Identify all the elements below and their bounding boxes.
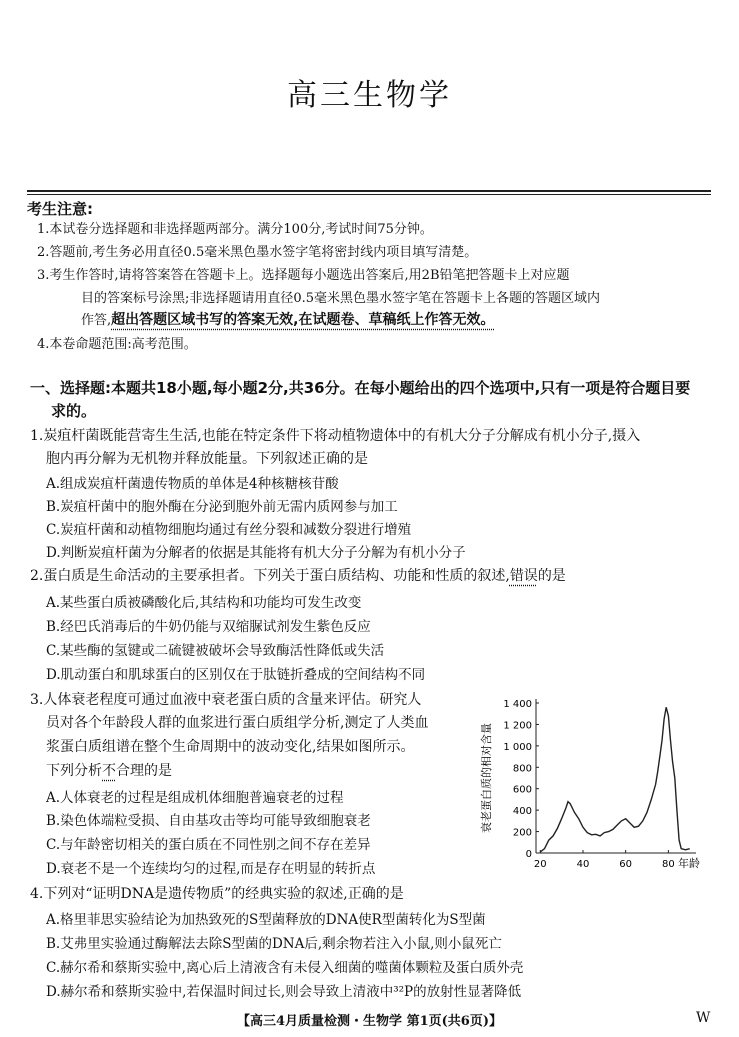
y-axis-label: 衰老蛋白质的相对含量 [480,723,493,833]
watermark-letter: W [696,1010,711,1026]
series-line [540,707,689,852]
question-1-option-a: A.组成炭疽杆菌遗传物质的单体是4种核糖核苷酸 [46,476,339,492]
question-3-stem-3: 浆蛋白质组谱在整个生命周期中的波动变化,结果如图所示。 [46,739,415,755]
question-2-stem-end: 的是 [537,568,566,584]
question-4-option-c: C.赫尔希和蔡斯实验中,离心后上清液含有未侵入细菌的噬菌体颗粒及蛋白质外壳 [46,960,524,976]
question-2-option-c: C.某些酶的氢键或二硫键被破坏会导致酶活性降低或失活 [46,643,385,659]
header-divider-thin [27,194,711,195]
chart-ticks [503,699,674,870]
question-1-option-c: C.炭疽杆菌和动植物细胞均通过有丝分裂和减数分裂进行增殖 [46,522,412,538]
page-title: 高三生物学 [287,78,452,113]
header-divider-thick [27,190,711,192]
question-3-option-c: C.与年龄密切相关的蛋白质在不同性别之间不存在差异 [46,837,371,853]
chart-axes [536,699,696,853]
question-3-stem-4 [46,760,172,780]
x-axis-label: 年龄 [678,857,700,870]
question-1-stem: 1.炭疽杆菌既能营寄生生活,也能在特定条件下将动植物遗体中的有机大分子分解成有机小分子,摄入 [30,428,641,444]
y-tick-label: 1 000 [503,741,532,753]
question-4-stem: 4.下列对“证明DNA是遗传物质”的经典实验的叙述,正确的是 [30,886,404,902]
notice-item-4: 4.本卷命题范围:高考范围。 [37,337,197,352]
question-1-option-d: D.判断炭疽杆菌为分解者的依据是其能将有机大分子分解为有机小分子 [46,545,466,561]
y-tick-label: 0 [525,849,532,860]
notice-item-2: 2.答题前,考生务必用直径0.5毫米黑色墨水签字笔将密封线内项目填写清楚。 [37,245,478,260]
y-tick-label: 1 200 [503,720,532,732]
notice-warning: 超出答题区域书写的答案无效,在试题卷、草稿纸上作答无效。 [111,312,495,328]
notice-answer-text: 作答, [81,313,112,328]
notice-item-3-end [81,309,494,332]
question-3-stem-4-pre: 下列分析 [46,763,102,779]
x-tick-label: 80 [662,859,675,870]
question-2-option-a: A.某些蛋白质被磷酸化后,其结构和功能均可发生改变 [46,595,362,611]
notice-item-3-cont: 目的答案标号涂黑;非选择题请用直径0.5毫米黑色墨水签字笔在答题卡上各题的答题区域内 [81,291,601,306]
y-tick-label: 800 [512,763,532,775]
question-3-option-a: A.人体衰老的过程是组成机体细胞普遍衰老的过程 [46,790,344,806]
section-heading-cont: 求的。 [51,402,97,420]
y-tick-label: 1 400 [503,699,532,710]
question-4-option-d: D.赫尔希和蔡斯实验中,若保温时间过长,则会导致上清液中³²P的放射性显著降低 [46,984,522,1000]
y-tick-label: 600 [512,784,532,796]
question-2-stem-text: 2.蛋白质是生命活动的主要承担者。下列关于蛋白质结构、功能和性质的叙述, [30,568,510,584]
question-2-option-d: D.肌动蛋白和肌球蛋白的区别仅在于肽链折叠成的空间结构不同 [46,667,426,683]
aging-protein-chart [478,690,714,875]
x-tick-label: 20 [533,859,547,870]
question-3-stem-2: 员对各个年龄段人群的血浆进行蛋白质组学分析,测定了人类血 [46,715,429,731]
question-3-stem-1: 3.人体衰老程度可通过血液中衰老蛋白质的含量来评估。研究人 [30,692,422,708]
x-tick-label: 60 [619,859,633,870]
x-tick-label: 40 [576,859,590,870]
y-tick-label: 200 [512,827,532,839]
question-4-option-a: A.格里菲思实验结论为加热致死的S型菌释放的DNA使R型菌转化为S型菌 [46,912,486,928]
notice-heading: 考生注意: [27,200,93,218]
notice-item-3: 3.考生作答时,请将答案答在答题卡上。选择题每小题选出答案后,用2B铅笔把答题卡上对应题 [37,268,570,283]
question-3-emphasis: 不 [102,763,116,779]
question-3-option-d: D.衰老不是一个连续均匀的过程,而是存在明显的转折点 [46,861,376,877]
question-2-option-b: B.经巴氏消毒后的牛奶仍能与双缩脲试剂发生紫色反应 [46,619,371,635]
question-1-option-b: B.炭疽杆菌中的胞外酶在分泌到胞外前无需内质网参与加工 [46,499,398,515]
question-2-emphasis: 错误 [509,568,538,584]
question-4-option-b: B.艾弗里实验通过酶解法去除S型菌的DNA后,剩余物若注入小鼠,则小鼠死亡 [46,936,502,952]
question-1-stem-cont: 胞内再分解为无机物并释放能量。下列叙述正确的是 [46,451,368,467]
question-3-option-b: B.染色体端粒受损、自由基攻击等均可能导致细胞衰老 [46,813,371,829]
y-tick-label: 400 [512,806,532,818]
page-footer: 【高三4月质量检测・生物学 第1页(共6页)】 [237,1014,502,1029]
notice-item-1: 1.本试卷分选择题和非选择题两部分。满分100分,考试时间75分钟。 [37,222,433,237]
question-2-stem [30,565,566,585]
question-3-stem-4-post: 合理的是 [116,763,172,779]
section-heading: 一、选择题:本题共18小题,每小题2分,共36分。在每小题给出的四个选项中,只有一项是符合题目要 [30,379,691,397]
